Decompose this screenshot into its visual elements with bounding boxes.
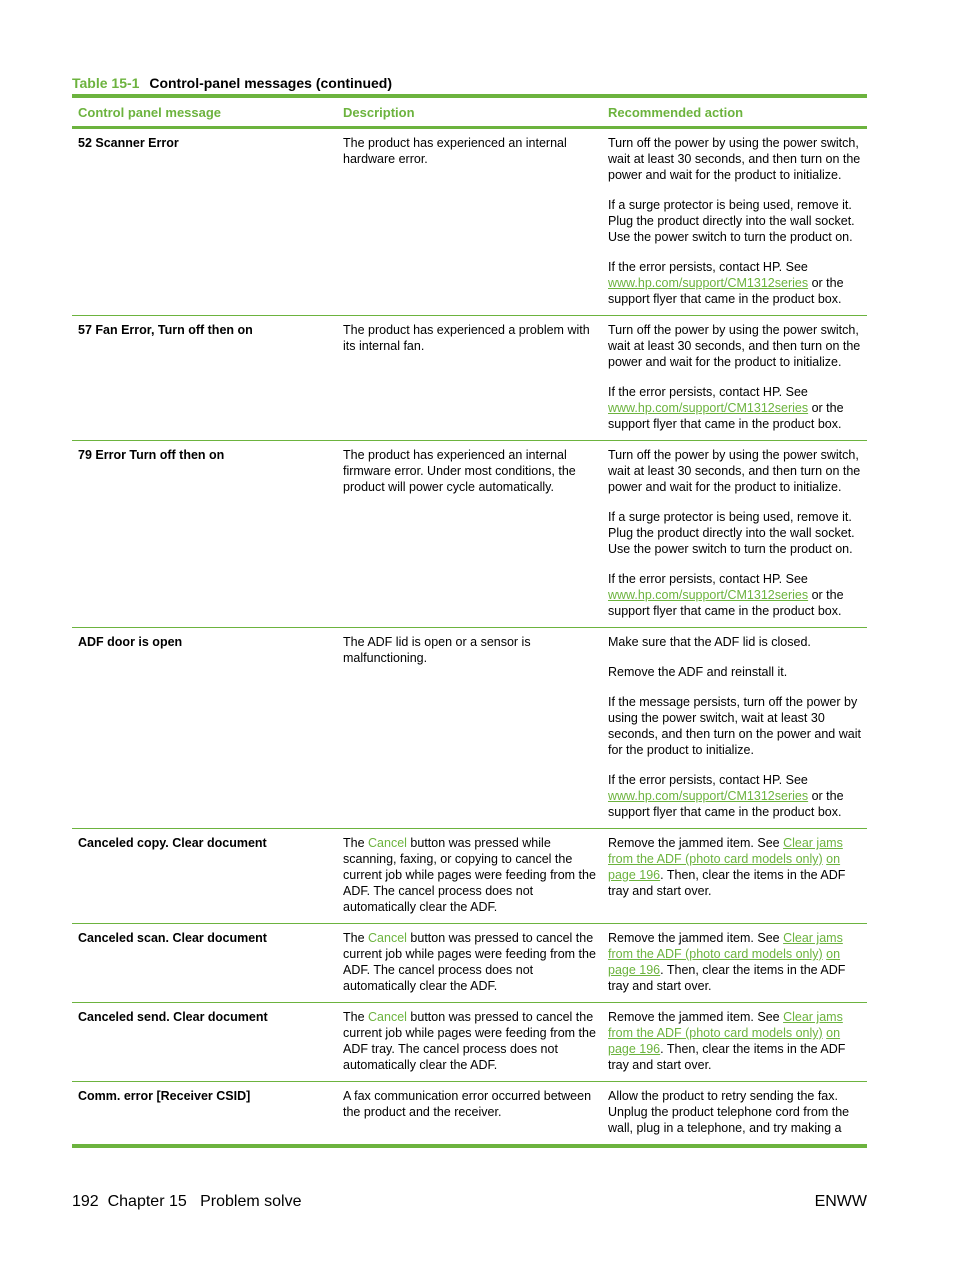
support-link[interactable]: www.hp.com/support/CM1312series xyxy=(608,588,809,602)
row-action: Turn off the power by using the power switch, wait at least 30 seconds, and then turn on the power and wait for the product to initialize. If the error persists, contact HP. See www.hp.com/support/CM1312series or the support flyer that came in the product box. xyxy=(608,323,861,431)
table-title: Control-panel messages (continued) xyxy=(149,75,393,91)
row-message: Canceled scan. Clear document xyxy=(78,931,267,945)
row-action: Turn off the power by using the power switch, wait at least 30 seconds, and then turn on the power and wait for the product to initialize. If a surge protector is being used, remove it. Plug the product directly into the wall socket. Use the power switch to turn the product on. If the error persists, contact HP. See www.hp.com/support/CM1312series or the support flyer that came in the product box. xyxy=(608,448,861,618)
table-row xyxy=(72,829,867,924)
row-description: The product has experienced a problem with its internal fan. xyxy=(343,323,590,353)
section-label: Problem solve xyxy=(200,1193,302,1210)
cancel-key-name: Cancel xyxy=(368,931,407,945)
table-row xyxy=(72,924,867,1003)
row-action: Remove the jammed item. See Clear jams from the ADF (photo card models only) on page 196. Then, clear the items in the ADF tray and start over. xyxy=(608,1010,846,1072)
cancel-key-name: Cancel xyxy=(368,836,407,850)
row-description: The Cancel button was pressed while scanning, faxing, or copying to cancel the current job while pages were feeding from the ADF. The cancel process does not automatically clear the ADF. xyxy=(343,836,596,914)
chapter-label: Chapter 15 xyxy=(107,1193,187,1210)
messages-table xyxy=(72,94,867,1148)
row-action: Allow the product to retry sending the fax. Unplug the product telephone cord from the wall, plug in a telephone, and try making a xyxy=(608,1089,850,1135)
table-row xyxy=(72,316,867,441)
clear-jams-link[interactable]: Clear jams from the ADF (photo card models only) xyxy=(608,931,843,961)
header-action: Recommended action xyxy=(608,104,744,120)
row-description: The Cancel button was pressed to cancel the current job while pages were feeding from the ADF tray. The cancel process does not automatically clear the ADF. xyxy=(343,1010,596,1072)
table-row xyxy=(72,129,867,316)
row-description: A fax communication error occurred between the product and the receiver. xyxy=(343,1089,592,1119)
support-link[interactable]: www.hp.com/support/CM1312series xyxy=(608,401,809,415)
table-row xyxy=(72,1082,867,1148)
page-ref-link[interactable]: on page 196 xyxy=(608,1026,841,1056)
row-message: 52 Scanner Error xyxy=(78,136,179,150)
page-number: 192 xyxy=(72,1193,99,1210)
footer-right: ENWW xyxy=(814,1193,867,1210)
table-row xyxy=(72,628,867,829)
page-ref-link[interactable]: on page 196 xyxy=(608,852,841,882)
row-message: Canceled copy. Clear document xyxy=(78,836,267,850)
clear-jams-link[interactable]: Clear jams from the ADF (photo card models only) xyxy=(608,836,843,866)
row-message: Canceled send. Clear document xyxy=(78,1010,268,1024)
table-header xyxy=(72,94,867,129)
header-message: Control panel message xyxy=(78,104,222,120)
row-message: ADF door is open xyxy=(78,635,183,649)
row-message: 57 Fan Error, Turn off then on xyxy=(78,323,253,337)
row-action: Remove the jammed item. See Clear jams from the ADF (photo card models only) on page 196. Then, clear the items in the ADF tray and start over. xyxy=(608,836,846,898)
cancel-key-name: Cancel xyxy=(368,1010,407,1024)
row-action: Remove the jammed item. See Clear jams from the ADF (photo card models only) on page 196. Then, clear the items in the ADF tray and start over. xyxy=(608,931,846,993)
support-link[interactable]: www.hp.com/support/CM1312series xyxy=(608,276,809,290)
table-number: Table 15-1 xyxy=(72,75,140,91)
row-description: The product has experienced an internal hardware error. xyxy=(343,136,567,166)
row-action: Turn off the power by using the power switch, wait at least 30 seconds, and then turn on the power and wait for the product to initialize. If a surge protector is being used, remove it. Plug the product directly into the wall socket. Use the power switch to turn the product on. If the error persists, contact HP. See www.hp.com/support/CM1312series or the support flyer that came in the product box. xyxy=(608,136,861,306)
page-footer xyxy=(72,1193,867,1211)
row-description: The product has experienced an internal firmware error. Under most conditions, the product will power cycle automatically. xyxy=(343,448,576,494)
clear-jams-link[interactable]: Clear jams from the ADF (photo card models only) xyxy=(608,1010,843,1040)
support-link[interactable]: www.hp.com/support/CM1312series xyxy=(608,789,809,803)
row-message: Comm. error [Receiver CSID] xyxy=(78,1089,251,1103)
page-ref-link[interactable]: on page 196 xyxy=(608,947,841,977)
row-description: The ADF lid is open or a sensor is malfunctioning. xyxy=(343,635,531,665)
footer-left xyxy=(72,1193,301,1211)
table-caption xyxy=(72,75,392,91)
table-row xyxy=(72,1003,867,1082)
header-description: Description xyxy=(343,104,415,120)
table-row xyxy=(72,441,867,628)
row-description: The Cancel button was pressed to cancel the current job while pages were feeding from the ADF. The cancel process does not automatically clear the ADF. xyxy=(343,931,596,993)
row-action: Make sure that the ADF lid is closed. Remove the ADF and reinstall it. If the message persists, turn off the power by using the power switch, wait at least 30 seconds, and then turn on the power and wait for the product to initialize. If the error persists, contact HP. See www.hp.com/support/CM1312series or the support flyer that came in the product box. xyxy=(608,635,861,819)
row-message: 79 Error Turn off then on xyxy=(78,448,225,462)
